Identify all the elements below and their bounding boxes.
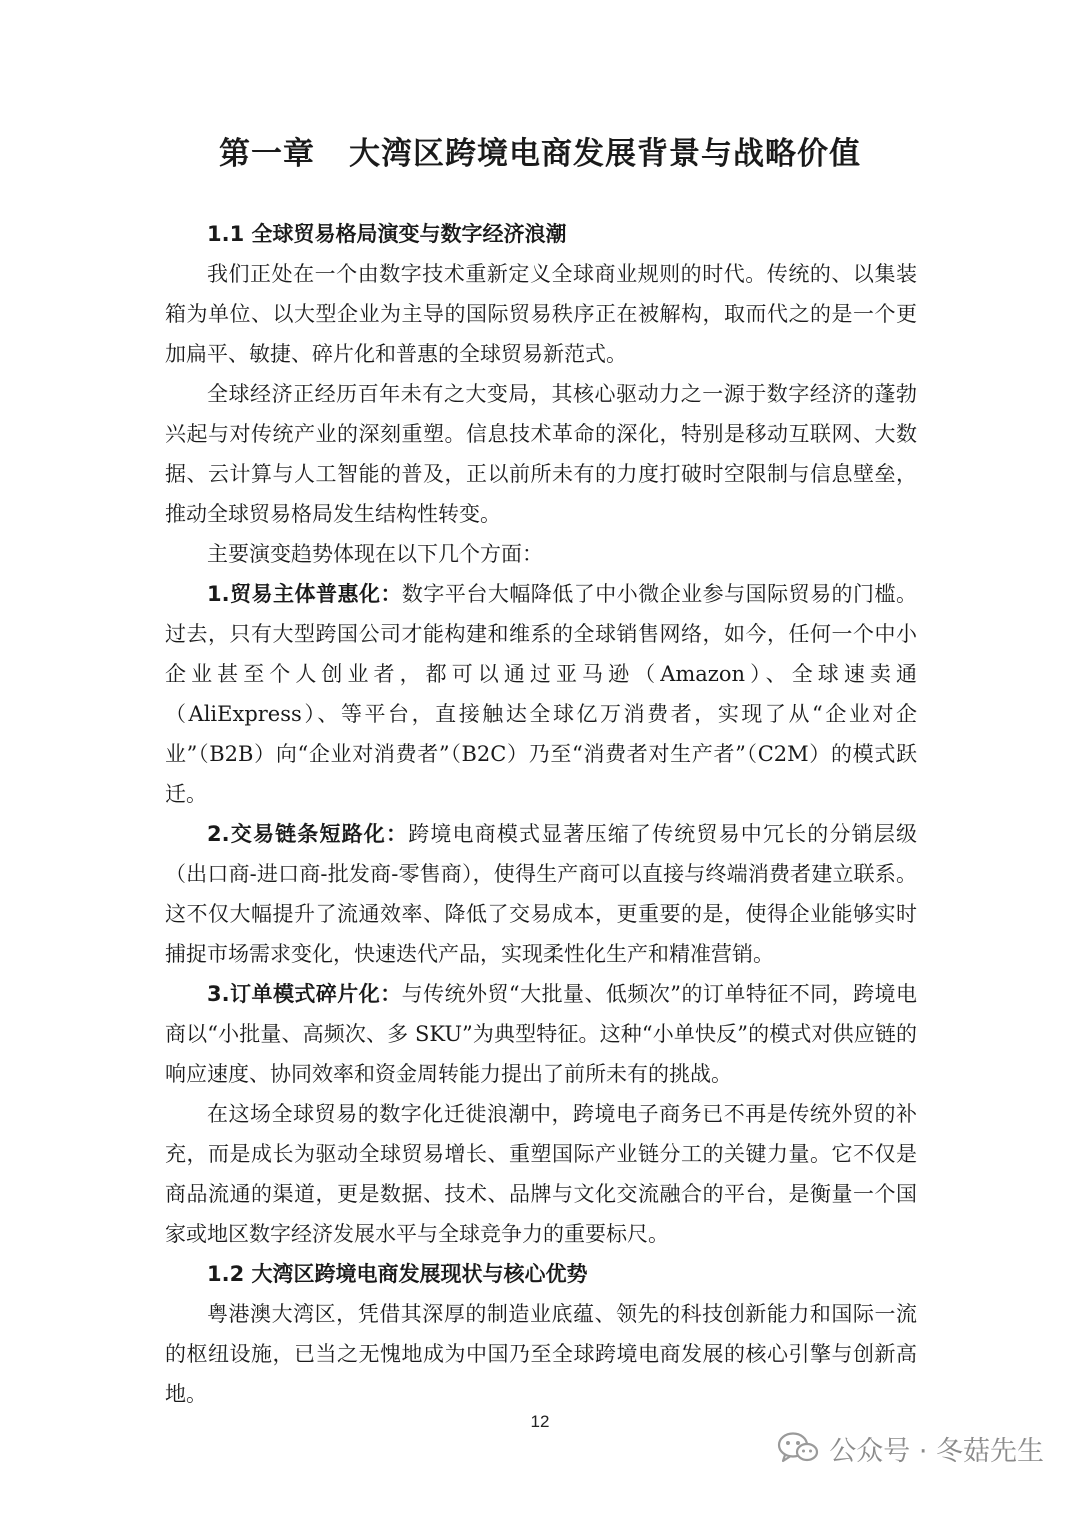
section-heading-1-2: 1.2 大湾区跨境电商发展现状与核心优势 <box>207 1262 588 1286</box>
paragraph: 我们正处在一个由数字技术重新定义全球商业规则的时代。传统的、以集装箱为单位、以大型企业为主导的国际贸易秩序正在被解构，取而代之的是一个更加扁平、敏捷、碎片化和普惠的全球贸易新范式。 <box>165 262 917 366</box>
chapter-prefix: 第一章 <box>219 136 315 172</box>
section-heading-1-1: 1.1 全球贸易格局演变与数字经济浪潮 <box>207 222 567 246</box>
trend-item-2 <box>165 814 917 974</box>
trend-item-3 <box>165 974 917 1094</box>
watermark-text: 公众号 · 冬菇先生 <box>829 1435 1044 1467</box>
paragraph: 粤港澳大湾区，凭借其深厚的制造业底蕴、领先的科技创新能力和国际一流的枢纽设施，已当之无愧地成为中国乃至全球跨境电商发展的核心引擎与创新高地。 <box>165 1302 917 1406</box>
chapter-title <box>0 128 1080 173</box>
body-text <box>165 214 917 1414</box>
paragraph: 在这场全球贸易的数字化迁徙浪潮中，跨境电子商务已不再是传统外贸的补充，而是成长为驱动全球贸易增长、重塑国际产业链分工的关键力量。它不仅是商品流通的渠道，更是数据、技术、品牌与文化交流融合的平台，是衡量一个国家或地区数字经济发展水平与全球竞争力的重要标尺。 <box>165 1102 917 1246</box>
page-number: 12 <box>530 1412 550 1431</box>
wechat-icon <box>777 1431 819 1465</box>
trend-label: 2.交易链条短路化： <box>207 822 409 846</box>
trend-text: 跨境电商模式显著压缩了传统贸易中冗长的分销层级（出口商-进口商-批发商-零售商），使得生产商可以直接与终端消费者建立联系。这不仅大幅提升了流通效率、降低了交易成本，更重要的是，使得企业能够实时捕捉市场需求变化，快速迭代产品，实现柔性化生产和精准营销。 <box>165 822 918 966</box>
watermark <box>777 1426 1044 1470</box>
chapter-title-text: 大湾区跨境电商发展背景与战略价值 <box>349 136 861 172</box>
trend-text: 与传统外贸“大批量、低频次”的订单特征不同，跨境电商以“小批量、高频次、多 SKU”为典型特征。这种“小单快反”的模式对供应链的响应速度、协同效率和资金周转能力提出了前所未有的挑战。 <box>165 982 917 1086</box>
trend-label: 1.贸易主体普惠化： <box>207 582 402 606</box>
trend-text: 数字平台大幅降低了中小微企业参与国际贸易的门槛。过去，只有大型跨国公司才能构建和维系的全球销售网络，如今，任何一个中小企业甚至个人创业者，都可以通过亚马逊（Amazon）、全球速卖通（AliExpress）、等平台，直接触达全球亿万消费者，实现了从“企业对企业”（B2B）向“企业对消费者”（B2C）乃至“消费者对生产者”（C2M）的模式跃迁。 <box>165 582 917 806</box>
paragraph: 主要演变趋势体现在以下几个方面： <box>207 542 543 566</box>
paragraph: 全球经济正经历百年未有之大变局，其核心驱动力之一源于数字经济的蓬勃兴起与对传统产业的深刻重塑。信息技术革命的深化，特别是移动互联网、大数据、云计算与人工智能的普及，正以前所未有的力度打破时空限制与信息壁垒，推动全球贸易格局发生结构性转变。 <box>165 382 917 526</box>
trend-item-1 <box>165 574 917 814</box>
trend-label: 3.订单模式碎片化： <box>207 982 402 1006</box>
